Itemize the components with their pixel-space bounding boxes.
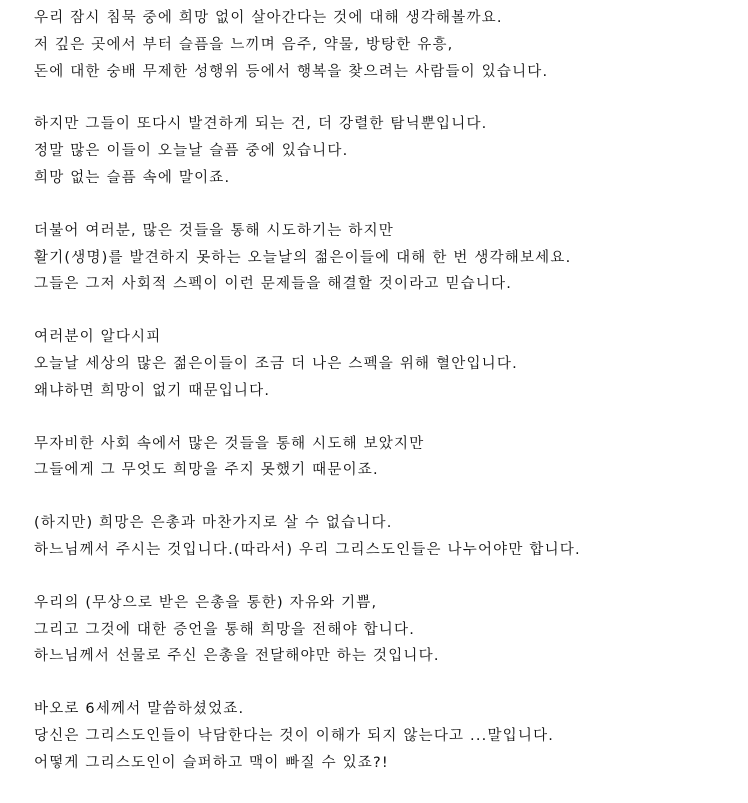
text-line: 우리의 (무상으로 받은 은총을 통한) 자유와 기쁨, <box>34 594 378 611</box>
text-line: 오늘날 세상의 많은 젊은이들이 조금 더 나은 스펙을 위해 혈안입니다. <box>34 355 518 372</box>
text-line: 그들에게 그 무엇도 희망을 주지 못했기 때문이죠. <box>34 462 379 479</box>
paragraph-4 <box>34 324 740 404</box>
paragraph-6 <box>34 510 740 564</box>
text-line: 왜냐하면 희망이 없기 때문입니다. <box>34 382 271 399</box>
paragraph-5 <box>34 431 740 485</box>
text-line: 활기(생명)를 발견하지 못하는 오늘날의 젊은이들에 대해 한 번 생각해보세요. <box>34 249 572 266</box>
paragraph-7 <box>34 590 740 670</box>
text-line: 돈에 대한 숭배 무제한 성행위 등에서 행복을 찾으려는 사람들이 있습니다. <box>34 63 549 80</box>
text-line: 하느님께서 주시는 것입니다.(따라서) 우리 그리스도인들은 나누어야만 합니다. <box>34 541 581 558</box>
text-line: 여러분이 알다시피 <box>34 329 162 346</box>
text-line: 더불어 여러분, 많은 것들을 통해 시도하기는 하지만 <box>34 222 395 239</box>
paragraph-8 <box>34 696 740 776</box>
text-line: 하지만 그들이 또다시 발견하게 되는 건, 더 강렬한 탐닉뿐입니다. <box>34 116 488 133</box>
text-line: 그들은 그저 사회적 스펙이 이런 문제들을 해결할 것이라고 믿습니다. <box>34 276 513 293</box>
text-line: (하지만) 희망은 은총과 마찬가지로 살 수 없습니다. <box>34 515 393 532</box>
document-body <box>34 5 740 803</box>
text-line: 저 깊은 곳에서 부터 슬픔을 느끼며 음주, 약물, 방탕한 유흥, <box>34 36 454 53</box>
text-line: 어떻게 그리스도인이 슬퍼하고 맥이 빠질 수 있죠?! <box>34 754 389 771</box>
text-line: 희망 없는 슬픔 속에 말이죠. <box>34 169 231 186</box>
text-line: 정말 많은 이들이 오늘날 슬픔 중에 있습니다. <box>34 143 349 160</box>
paragraph-2 <box>34 111 740 191</box>
text-line: 바오로 6세께서 말씀하셨었죠. <box>34 701 245 718</box>
text-line: 무자비한 사회 속에서 많은 것들을 통해 시도해 보았지만 <box>34 435 425 452</box>
paragraph-3 <box>34 218 740 298</box>
paragraph-1 <box>34 5 740 85</box>
text-line: 우리 잠시 침묵 중에 희망 없이 살아간다는 것에 대해 생각해볼까요. <box>34 10 503 26</box>
text-line: 하느님께서 선물로 주신 은총을 전달해야만 하는 것입니다. <box>34 648 440 665</box>
text-line: 당신은 그리스도인들이 낙담한다는 것이 이해가 되지 않는다고 ...말입니다. <box>34 727 555 744</box>
text-line: 그리고 그것에 대한 증언을 통해 희망을 전해야 합니다. <box>34 621 416 638</box>
